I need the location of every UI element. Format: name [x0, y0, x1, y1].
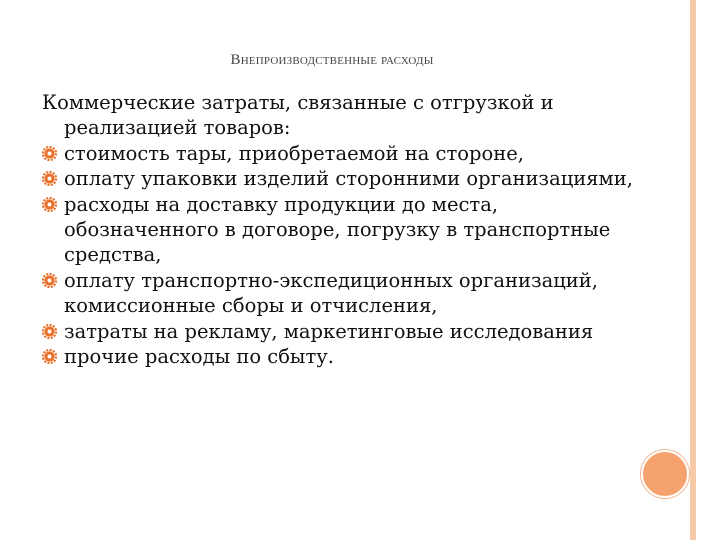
gear-bullet-icon — [42, 324, 57, 339]
decorative-orb — [641, 450, 689, 498]
bullet-text: прочие расходы по сбыту. — [64, 345, 334, 369]
gear-bullet-icon — [42, 349, 57, 364]
bullet-item — [42, 166, 642, 191]
slide-body — [42, 90, 642, 369]
bullet-text: стоимость тары, приобретаемой на стороне, — [64, 141, 524, 165]
gear-bullet-icon — [42, 171, 57, 186]
bullet-text: затраты на рекламу, маркетинговые исследования — [64, 319, 594, 343]
bullet-text: расходы на доставку продукции до места, обозначенного в договоре, погрузку в транспортные средства, — [64, 192, 611, 267]
bullet-text: оплату транспортно-экспедиционных организаций, комиссионные сборы и отчисления, — [64, 268, 598, 318]
bullet-item — [42, 268, 642, 319]
bullet-list — [42, 141, 642, 370]
gear-bullet-icon — [42, 197, 57, 212]
gear-bullet-icon — [42, 146, 57, 161]
gear-bullet-icon — [42, 273, 57, 288]
intro-text: Коммерческие затраты, связанные с отгрузкой и реализацией товаров: — [42, 91, 554, 140]
bullet-item — [42, 319, 642, 344]
bullet-text: оплату упаковки изделий сторонними организациями, — [64, 167, 633, 191]
bullet-item — [42, 141, 642, 166]
bullet-item — [42, 344, 642, 369]
right-accent-rule — [690, 0, 696, 540]
slide-title: Внепроизводственные расходы — [230, 52, 434, 68]
bullet-item — [42, 192, 642, 268]
